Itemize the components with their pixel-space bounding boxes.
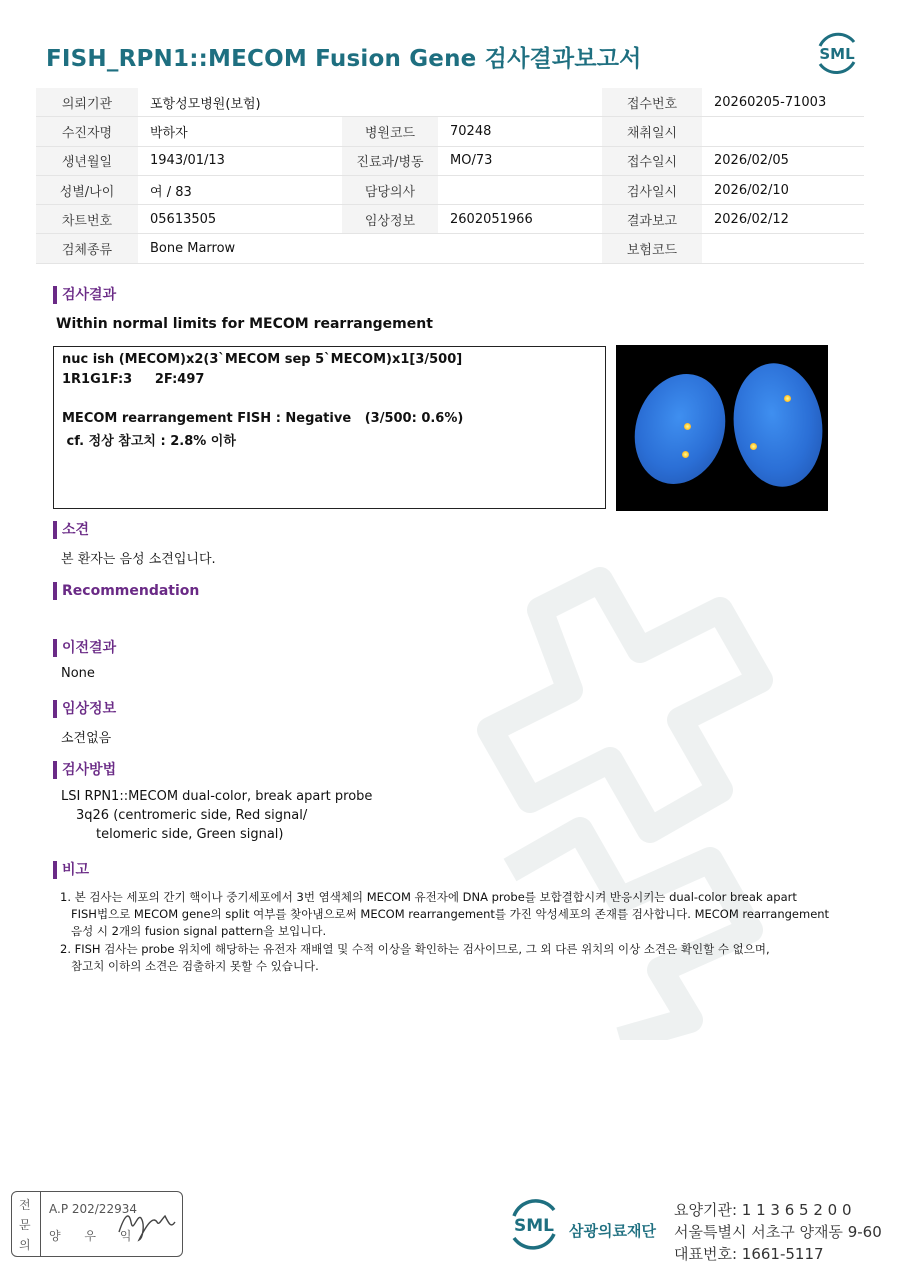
section-heading-method: 검사방법 (53, 761, 116, 779)
empty-cell (438, 88, 602, 117)
value-patient-name: 박하자 (138, 117, 342, 146)
fusion-signal (682, 451, 689, 458)
value-clinical-info: 2602051966 (438, 205, 602, 234)
info-row (36, 117, 864, 146)
empty-cell (438, 234, 602, 263)
signature-icon (117, 1204, 177, 1244)
footer-institution-code: 요양기관: 1 1 3 6 5 2 0 0 (674, 1201, 852, 1219)
stamp-license-number: A.P 202/22934 (49, 1202, 137, 1216)
footer-address: 서울특별시 서초구 양재동 9-60 (674, 1223, 882, 1241)
result-detail-box (53, 346, 606, 509)
value-receipt-number: 20260205-71003 (702, 88, 864, 117)
method-line: 3q26 (centromeric side, Red signal/ (76, 808, 308, 823)
method-line: telomeric side, Green signal) (96, 827, 284, 842)
footer-phone: 대표번호: 1661-5117 (674, 1245, 824, 1263)
value-sex-age: 여 / 83 (138, 175, 342, 204)
previous-results-text: None (61, 666, 95, 681)
opinion-text: 본 환자는 음성 소견입니다. (61, 552, 216, 567)
info-row (36, 234, 864, 263)
value-insurance-code (702, 234, 864, 263)
label-insurance-code: 보험코드 (602, 234, 702, 263)
label-collection-date: 채취일시 (602, 117, 702, 146)
remarks-line: 참고치 이하의 소견은 검출하지 못할 수 있습니다. (71, 959, 319, 973)
clinical-info-text: 소견없음 (61, 731, 112, 746)
label-birth-date: 생년월일 (36, 146, 138, 175)
label-attending-doctor: 담당의사 (342, 175, 438, 204)
value-test-date: 2026/02/10 (702, 175, 864, 204)
empty-cell (342, 88, 438, 117)
label-receipt-date: 접수일시 (602, 146, 702, 175)
label-chart-number: 차트번호 (36, 205, 138, 234)
stamp-pathologist-name: 양 우 익 (49, 1229, 142, 1243)
label-department-ward: 진료과/병동 (342, 146, 438, 175)
info-row (36, 205, 864, 234)
organization-name: 삼광의료재단 (569, 1222, 656, 1240)
patient-info-table (36, 88, 864, 264)
watermark-logo (420, 540, 870, 1040)
pathologist-stamp (11, 1191, 183, 1257)
result-line-negative: MECOM rearrangement FISH : Negative (3/500: 0.6%) (62, 411, 464, 426)
sml-logo-icon (812, 30, 862, 76)
value-attending-doctor (438, 175, 602, 204)
section-heading-opinion: 소견 (53, 521, 89, 539)
section-heading-clinical-info: 임상정보 (53, 700, 116, 718)
section-heading-previous-results: 이전결과 (53, 639, 116, 657)
fusion-signal (784, 395, 791, 402)
value-chart-number: 05613505 (138, 205, 342, 234)
empty-cell (342, 234, 438, 263)
value-hospital-code: 70248 (438, 117, 602, 146)
sml-logo-text: SML (819, 45, 855, 63)
result-line-reference: cf. 정상 참고치 : 2.8% 이하 (62, 434, 236, 449)
label-specimen-type: 검체종류 (36, 234, 138, 263)
label-clinical-info: 임상정보 (342, 205, 438, 234)
value-department-ward: MO/73 (438, 146, 602, 175)
section-heading-remarks: 비고 (53, 861, 89, 879)
stamp-side-char: 문 (19, 1218, 31, 1232)
nucleus-left (621, 362, 739, 496)
fusion-signal (750, 443, 757, 450)
value-specimen-type: Bone Marrow (138, 234, 342, 263)
value-birth-date: 1943/01/13 (138, 146, 342, 175)
info-row (36, 88, 864, 117)
label-requesting-institution: 의뢰기관 (36, 88, 138, 117)
label-hospital-code: 병원코드 (342, 117, 438, 146)
value-collection-date (702, 117, 864, 146)
remarks-line: 1. 본 검사는 세포의 간기 핵이나 중기세포에서 3번 염색체의 MECOM 유전자에 DNA probe를 보합결합시켜 반응시키는 dual-color break apart (60, 890, 797, 904)
label-receipt-number: 접수번호 (602, 88, 702, 117)
remarks-line: 2. FISH 검사는 probe 위치에 해당하는 유전자 재배열 및 수적 이상을 확인하는 검사이므로, 그 외 다른 위치의 이상 소견은 확인할 수 없으며, (60, 942, 770, 956)
stamp-side-char: 전 (19, 1198, 31, 1212)
stamp-side-label (12, 1192, 41, 1256)
fusion-signal (684, 423, 691, 430)
nucleus-right (726, 357, 828, 492)
result-line-signal-pattern: 1R1G1F:3 2F:497 (62, 372, 205, 387)
result-summary: Within normal limits for MECOM rearrangement (56, 316, 433, 332)
result-line-iscn: nuc ish (MECOM)x2(3`MECOM sep 5`MECOM)x1[3/500] (62, 352, 463, 367)
label-sex-age: 성별/나이 (36, 175, 138, 204)
info-row (36, 175, 864, 204)
label-report-date: 결과보고 (602, 205, 702, 234)
method-line: LSI RPN1::MECOM dual-color, break apart probe (61, 789, 373, 804)
sml-footer-logo-icon (506, 1198, 562, 1250)
section-heading-recommendation: Recommendation (53, 582, 199, 600)
value-requesting-institution: 포항성모병원(보험) (138, 88, 342, 117)
info-row (36, 146, 864, 175)
label-test-date: 검사일시 (602, 175, 702, 204)
fish-image (616, 345, 828, 511)
value-report-date: 2026/02/12 (702, 205, 864, 234)
remarks-line: 음성 시 2개의 fusion signal pattern을 보입니다. (71, 924, 327, 938)
label-patient-name: 수진자명 (36, 117, 138, 146)
value-receipt-date: 2026/02/05 (702, 146, 864, 175)
remarks-line: FISH법으로 MECOM gene의 split 여부를 찾아냄으로써 MECOM rearrangement를 가진 악성세포의 존재를 검사합니다. MECOM rearrangement (71, 907, 830, 921)
sml-footer-logo-text: SML (514, 1216, 554, 1236)
report-title: FISH_RPN1::MECOM Fusion Gene 검사결과보고서 (46, 46, 642, 72)
section-heading-result: 검사결과 (53, 286, 116, 304)
stamp-side-char: 의 (19, 1238, 31, 1252)
